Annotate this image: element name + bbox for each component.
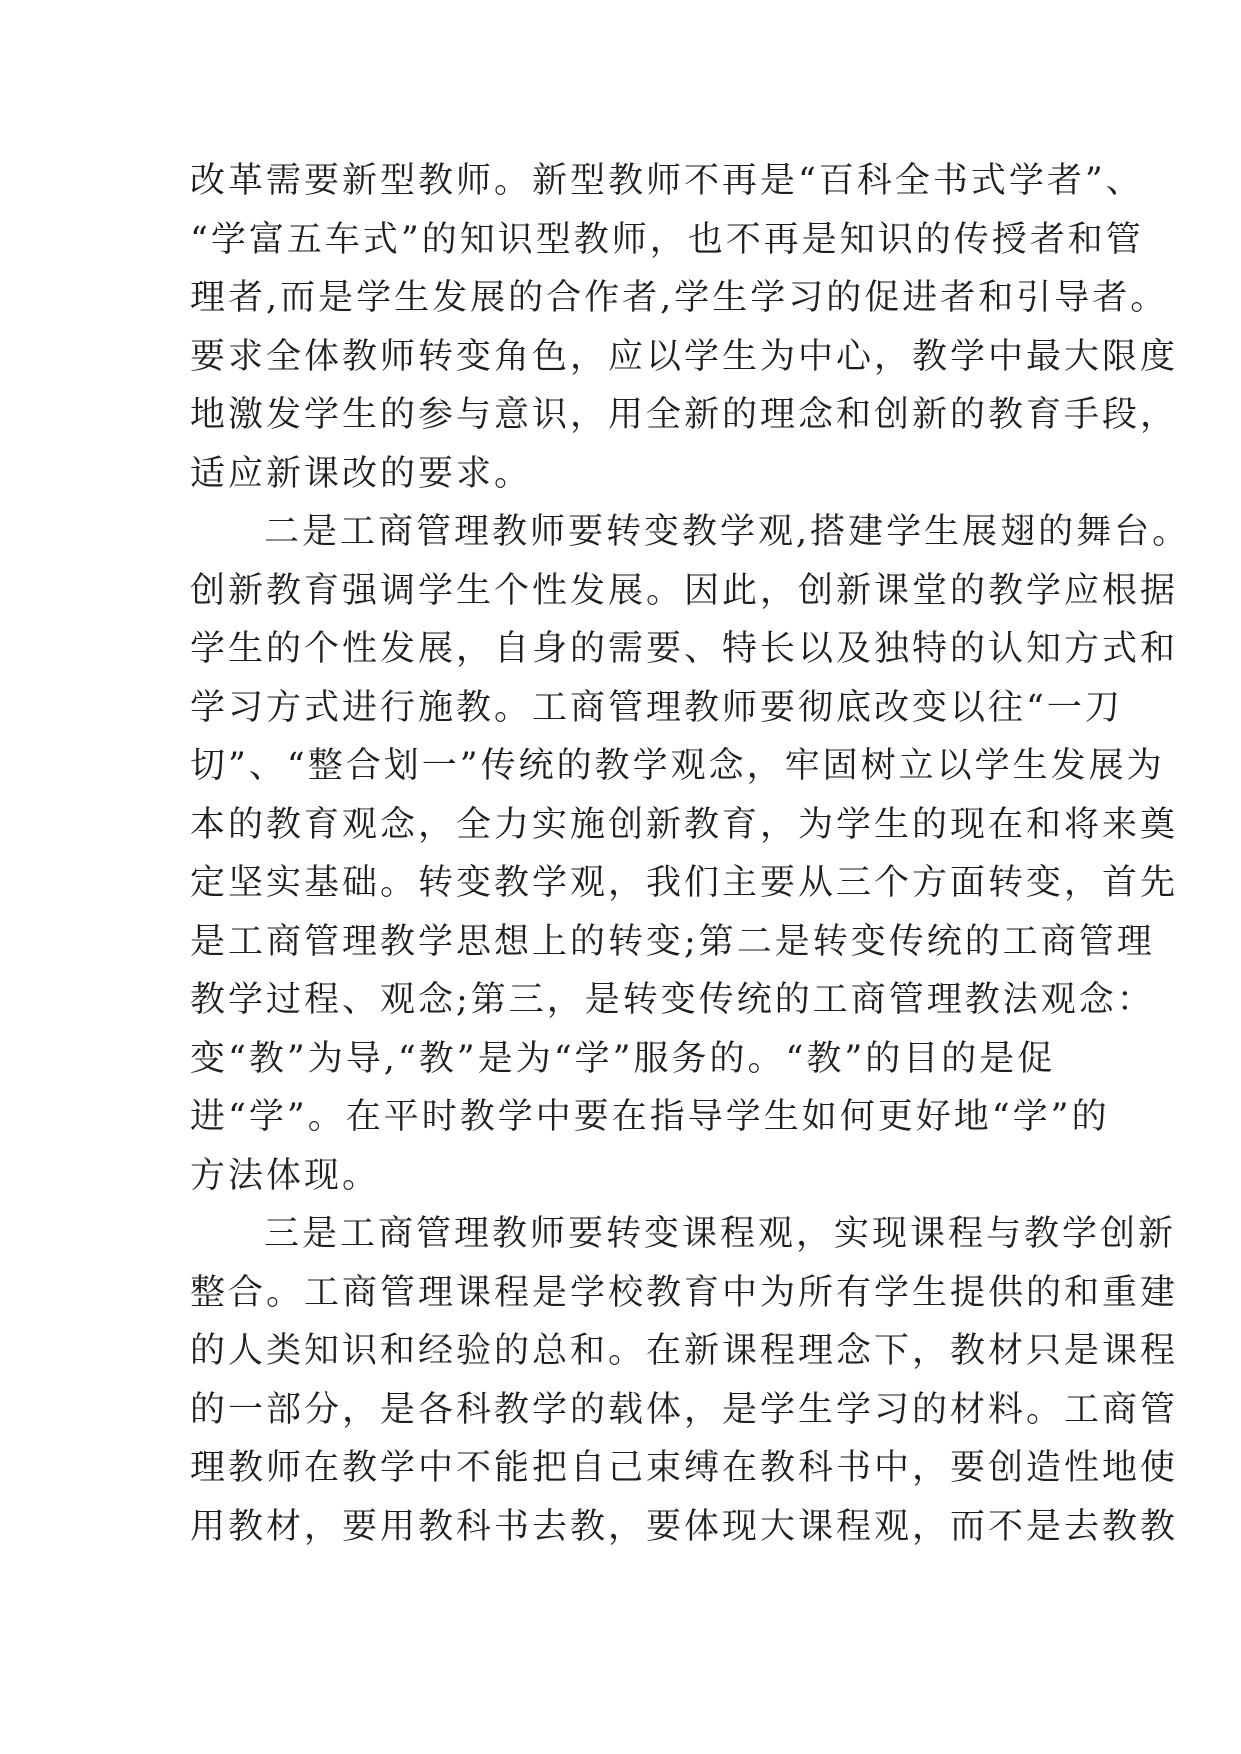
text-line: 定坚实基础。转变教学观，我们主要从三个方面转变，首先 (190, 863, 1179, 903)
text-line: 学生的个性发展，自身的需要、特长以及独特的认知方式和 (190, 629, 1179, 669)
text-line: 是工商管理教学思想上的转变;第二是转变传统的工商管理 (190, 921, 1155, 962)
text-line: 适应新课改的要求。 (190, 453, 533, 494)
paragraph-start-line: 二是工商管理教师要转变教学观,搭建学生展翅的舞台。 (264, 512, 1191, 552)
text-line: 用教材，要用教科书去教，要体现大课程观，而不是去教教 (190, 1506, 1179, 1547)
text-line: 理者,而是学生发展的合作者,学生学习的促进者和引导者。 (190, 278, 1169, 318)
text-line: 要求全体教师转变角色，应以学生为中心，教学中最大限度 (190, 336, 1179, 377)
body-text (190, 152, 1191, 1556)
text-line: 学习方式进行施教。工商管理教师要彻底改变以往“一刀 (190, 687, 1123, 728)
text-line: 整合。工商管理课程是学校教育中为所有学生提供的和重建 (190, 1272, 1179, 1313)
paragraph-start-line: 三是工商管理教师要转变课程观，实现课程与教学创新 (264, 1214, 1177, 1254)
text-line: 理教师在教学中不能把自己束缚在教科书中，要创造性地使 (190, 1448, 1179, 1488)
text-line: 方法体现。 (190, 1155, 381, 1196)
text-line: 变“教”为导,“教”是为“学”服务的。“教”的目的是促 (190, 1038, 1056, 1079)
text-line: 改革需要新型教师。新型教师不再是“百科全书式学者”、 (190, 161, 1144, 201)
text-line: 教学过程、观念;第三，是转变传统的工商管理教法观念： (190, 980, 1155, 1020)
text-line: 进“学”。在平时教学中要在指导学生如何更好地“学”的 (190, 1097, 1110, 1137)
text-line: 的一部分，是各科教学的载体，是学生学习的材料。工商管 (190, 1389, 1179, 1430)
text-line: 切”、“整合划一”传统的教学观念，牢固树立以学生发展为 (190, 746, 1165, 786)
text-line: 创新教育强调学生个性发展。因此，创新课堂的教学应根据 (190, 570, 1179, 611)
text-line: 地激发学生的参与意识，用全新的理念和创新的教育手段， (190, 395, 1179, 435)
text-line: 本的教育观念，全力实施创新教育，为学生的现在和将来奠 (190, 804, 1179, 845)
text-line: 的人类知识和经验的总和。在新课程理念下，教材只是课程 (190, 1331, 1179, 1371)
text-line: “学富五车式”的知识型教师，也不再是知识的传授者和管 (190, 219, 1144, 260)
